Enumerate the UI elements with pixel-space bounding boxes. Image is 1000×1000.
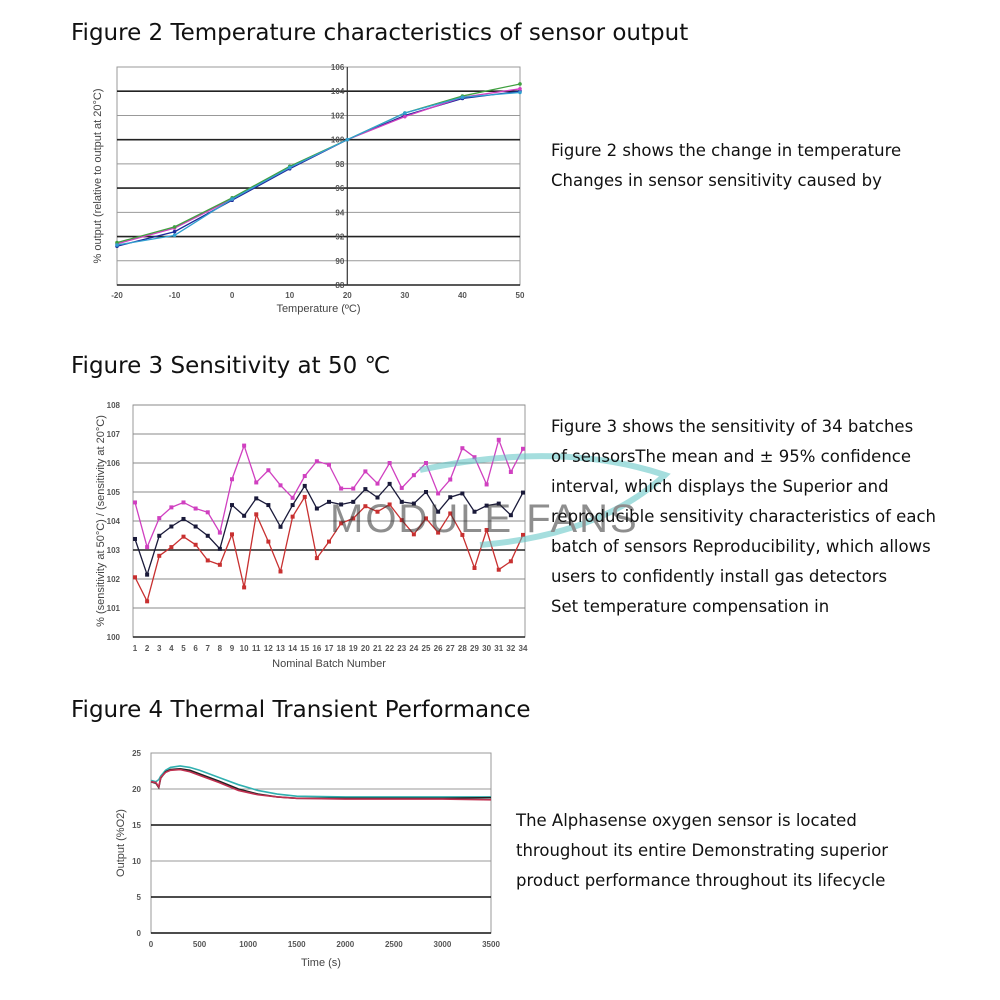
data-point <box>266 468 270 472</box>
data-point <box>194 507 198 511</box>
data-point <box>279 569 283 573</box>
x-tick-label: 27 <box>445 644 455 653</box>
y-tick-label: 100 <box>330 135 345 145</box>
data-point <box>133 575 137 579</box>
x-tick-label: -10 <box>168 291 181 300</box>
x-tick-label: 6 <box>193 644 198 653</box>
x-tick-label: 24 <box>409 644 419 653</box>
data-point <box>145 573 149 577</box>
y-tick-label: 90 <box>335 256 345 266</box>
x-tick-label: 16 <box>312 644 322 653</box>
data-point <box>254 496 258 500</box>
figure-4-title: Figure 4 Thermal Transient Performance <box>71 697 531 723</box>
data-point <box>230 532 234 536</box>
description-line: batch of sensors Reproducibility, which allows <box>551 537 931 556</box>
data-point <box>521 491 525 495</box>
y-tick-label: 103 <box>106 546 120 555</box>
data-point <box>448 478 452 482</box>
data-point <box>218 531 222 535</box>
x-tick-label: 28 <box>457 644 467 653</box>
figure-3-title: Figure 3 Sensitivity at 50 ℃ <box>71 353 391 379</box>
x-tick-label: 5 <box>181 644 186 653</box>
figure-2-description <box>551 136 901 196</box>
data-point <box>242 585 246 589</box>
x-tick-label: 1 <box>132 644 138 653</box>
data-point <box>133 537 137 541</box>
data-point <box>315 459 319 463</box>
y-axis-label: Output (%O2) <box>115 809 127 877</box>
data-point <box>497 568 501 572</box>
data-point <box>206 558 210 562</box>
y-tick-label: 102 <box>106 575 120 584</box>
x-tick-label: 9 <box>229 644 235 653</box>
y-tick-label: 20 <box>132 785 141 794</box>
x-tick-label: 11 <box>252 644 261 653</box>
x-tick-label: 3 <box>157 644 162 653</box>
x-tick-label: 10 <box>239 644 249 653</box>
data-point <box>182 517 186 521</box>
data-point <box>497 438 501 442</box>
x-tick-label: 23 <box>397 644 407 653</box>
data-point <box>173 225 177 229</box>
data-point <box>303 495 307 499</box>
x-axis-label: Temperature (ºC) <box>276 303 361 315</box>
y-tick-label: 100 <box>106 633 120 642</box>
data-point <box>291 515 295 519</box>
description-line: throughout its entire Demonstrating superior <box>516 841 889 860</box>
chart-2 <box>92 63 525 315</box>
data-point <box>230 503 234 507</box>
description-line: Figure 2 shows the change in temperature <box>551 141 902 160</box>
data-point <box>460 491 464 495</box>
y-tick-label: 96 <box>335 184 345 194</box>
y-tick-label: 0 <box>136 929 141 938</box>
data-point <box>509 470 513 474</box>
data-point <box>345 138 349 142</box>
x-tick-label: 500 <box>192 940 207 949</box>
y-tick-label: 104 <box>330 87 345 97</box>
x-tick-label: 8 <box>217 644 223 653</box>
data-point <box>254 480 258 484</box>
x-tick-label: 4 <box>169 644 174 653</box>
data-point <box>133 500 137 504</box>
data-point <box>518 87 522 91</box>
x-axis-label: Nominal Batch Number <box>272 658 386 670</box>
data-point <box>254 512 258 516</box>
x-tick-label: 30 <box>482 644 492 653</box>
description-line: product performance throughout its lifecycle <box>516 871 886 890</box>
data-point <box>351 487 355 491</box>
data-point <box>315 507 319 511</box>
y-tick-label: 104 <box>106 517 120 526</box>
data-point <box>173 230 177 234</box>
y-tick-label: 25 <box>132 749 141 758</box>
description-line: Set temperature compensation in <box>551 597 830 616</box>
y-axis-label: % (sensitivity at 50°C) / (sensitivity at 20°C) <box>95 415 107 627</box>
x-tick-label: 17 <box>324 644 334 653</box>
data-point <box>363 487 367 491</box>
y-tick-label: 94 <box>335 208 345 218</box>
y-tick-label: 106 <box>330 63 345 72</box>
data-point <box>303 484 307 488</box>
watermark-text: MODULE FANS <box>330 497 639 541</box>
figure-3-description <box>551 412 936 622</box>
x-tick-label: 21 <box>373 644 382 653</box>
y-tick-label: 102 <box>330 111 345 121</box>
x-tick-label: 29 <box>470 644 479 653</box>
data-point <box>388 482 392 486</box>
x-tick-label: 18 <box>336 644 346 653</box>
x-tick-label: 34 <box>518 644 528 653</box>
data-point <box>460 446 464 450</box>
x-tick-label: 25 <box>421 644 431 653</box>
data-point <box>230 197 234 201</box>
description-line: of sensorsThe mean and ± 95% confidence <box>551 447 911 466</box>
data-point <box>376 482 380 486</box>
data-point <box>194 543 198 547</box>
x-tick-label: 40 <box>457 291 467 300</box>
data-point <box>169 505 173 509</box>
data-point <box>403 111 407 115</box>
data-point <box>315 556 319 560</box>
x-tick-label: -20 <box>111 291 123 300</box>
x-tick-label: 20 <box>342 291 352 300</box>
data-point <box>182 500 186 504</box>
data-point <box>182 535 186 539</box>
x-tick-label: 0 <box>148 940 154 949</box>
data-point <box>115 243 119 247</box>
data-point <box>303 474 307 478</box>
data-point <box>291 503 295 507</box>
x-tick-label: 2000 <box>336 940 355 949</box>
x-tick-label: 3500 <box>482 940 500 949</box>
y-tick-label: 101 <box>106 604 120 613</box>
x-tick-label: 19 <box>348 644 358 653</box>
data-point <box>327 463 331 467</box>
y-tick-label: 98 <box>335 159 345 169</box>
data-point <box>206 510 210 514</box>
data-point <box>242 444 246 448</box>
description-line: interval, which displays the Superior and <box>551 477 889 496</box>
x-tick-label: 7 <box>205 644 210 653</box>
x-tick-label: 50 <box>515 291 525 300</box>
data-point <box>400 486 404 490</box>
figure-4-description <box>516 806 888 896</box>
x-tick-label: 30 <box>400 291 410 300</box>
x-tick-label: 32 <box>506 644 516 653</box>
y-tick-label: 92 <box>335 232 345 242</box>
description-line: Figure 3 shows the sensitivity of 34 batches <box>551 417 914 436</box>
x-tick-label: 1000 <box>239 940 258 949</box>
data-point <box>288 166 292 170</box>
x-tick-label: 12 <box>263 644 273 653</box>
plot-area <box>151 753 491 933</box>
y-axis-label: % output (relative to output at 20°C) <box>92 88 104 264</box>
data-point <box>157 554 161 558</box>
data-point <box>194 525 198 529</box>
data-point <box>230 477 234 481</box>
x-tick-label: 14 <box>288 644 298 653</box>
y-tick-label: 10 <box>132 857 141 866</box>
data-point <box>424 461 428 465</box>
data-point <box>145 545 149 549</box>
data-point <box>266 540 270 544</box>
data-point <box>436 491 440 495</box>
data-point <box>339 487 343 491</box>
y-tick-label: 15 <box>132 821 141 830</box>
y-tick-label: 105 <box>106 488 120 497</box>
y-tick-label: 108 <box>106 401 120 410</box>
data-point <box>157 534 161 538</box>
x-tick-label: 31 <box>494 644 504 653</box>
data-point <box>218 563 222 567</box>
data-point <box>412 473 416 477</box>
x-tick-label: 1500 <box>287 940 306 949</box>
data-point <box>206 534 210 538</box>
data-point <box>509 559 513 563</box>
data-point <box>242 514 246 518</box>
x-tick-label: 22 <box>385 644 395 653</box>
y-tick-label: 5 <box>136 893 141 902</box>
description-line: Changes in sensor sensitivity caused by <box>551 171 882 190</box>
x-tick-label: 3000 <box>433 940 452 949</box>
data-point <box>157 516 161 520</box>
x-tick-label: 20 <box>360 644 370 653</box>
x-tick-label: 0 <box>229 291 235 300</box>
data-point <box>388 461 392 465</box>
data-point <box>169 525 173 529</box>
x-axis-label: Time (s) <box>301 957 341 969</box>
data-point <box>518 91 522 95</box>
data-point <box>279 525 283 529</box>
data-point <box>461 95 465 99</box>
x-tick-label: 13 <box>276 644 285 653</box>
y-tick-label: 106 <box>106 459 120 468</box>
data-point <box>291 496 295 500</box>
data-point <box>266 503 270 507</box>
figure-2-title: Figure 2 Temperature characteristics of sensor output <box>71 20 689 46</box>
data-point <box>173 234 177 238</box>
data-point <box>473 566 477 570</box>
y-tick-label: 88 <box>335 281 345 290</box>
y-tick-label: 107 <box>106 430 120 439</box>
data-point <box>403 115 407 119</box>
x-tick-label: 26 <box>433 644 443 653</box>
data-point <box>363 469 367 473</box>
description-line: users to confidently install gas detectors <box>551 567 888 586</box>
data-point <box>279 483 283 487</box>
x-tick-label: 2500 <box>384 940 403 949</box>
data-point <box>424 490 428 494</box>
x-tick-label: 15 <box>300 644 310 653</box>
description-line: reproducible sensitivity characteristics of each <box>551 507 936 526</box>
description-line: The Alphasense oxygen sensor is located <box>516 811 857 830</box>
data-point <box>521 447 525 451</box>
data-point <box>145 599 149 603</box>
data-point <box>169 545 173 549</box>
data-point <box>485 482 489 486</box>
x-tick-label: 10 <box>285 291 295 300</box>
chart-4 <box>115 749 500 969</box>
x-tick-label: 2 <box>144 644 150 653</box>
data-point <box>218 547 222 551</box>
data-point <box>518 82 522 86</box>
